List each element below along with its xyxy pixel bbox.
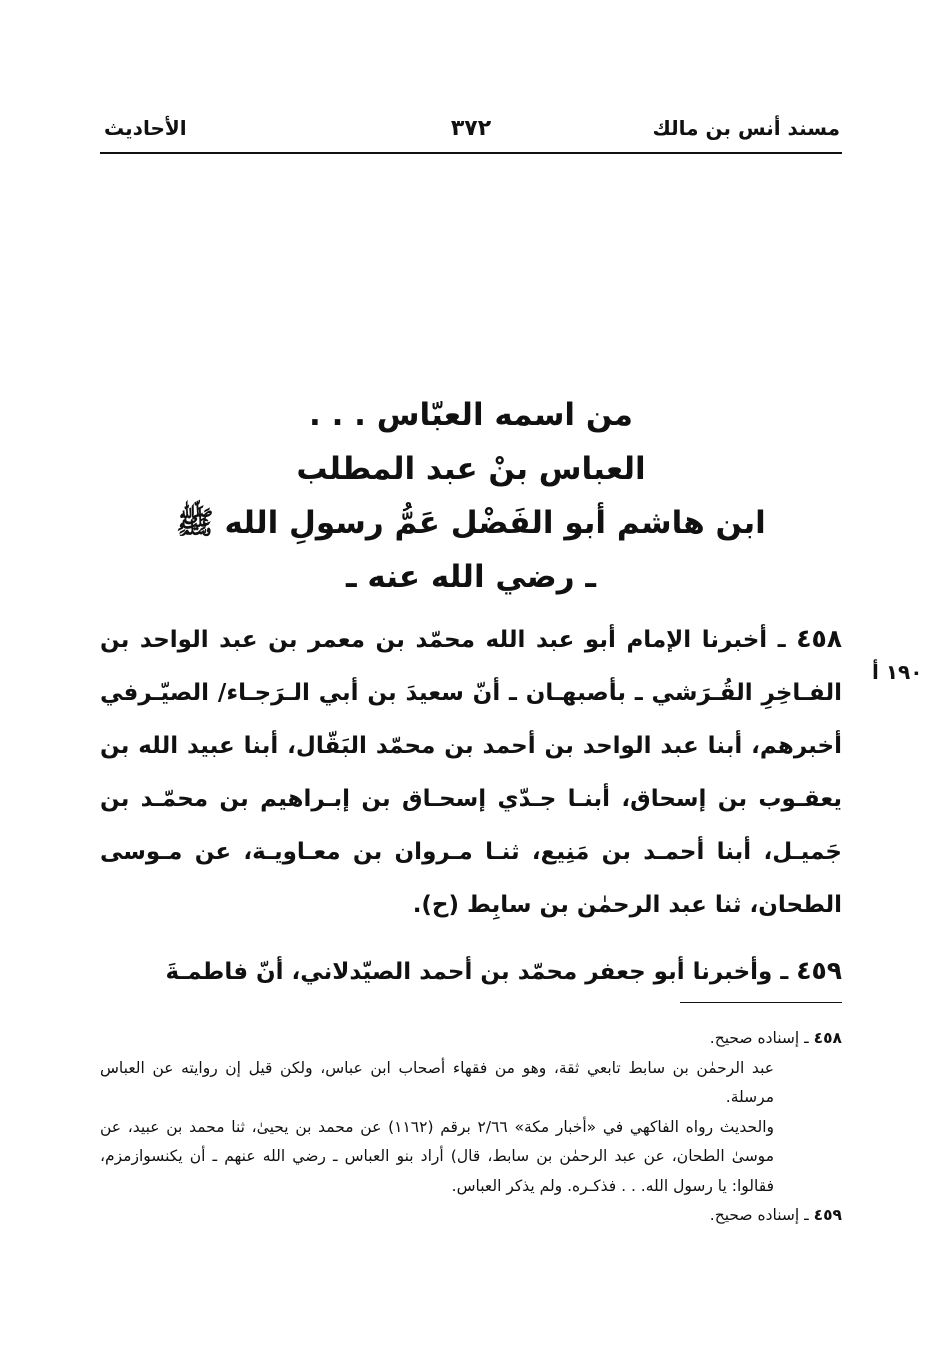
footnote-separator [680, 1002, 842, 1003]
main-text [100, 612, 842, 1011]
hadith-number: ٤٥٨ [796, 624, 842, 653]
footnote-number: ٤٥٩ [813, 1206, 842, 1224]
hadith-text: ـ أخبرنا الإمام أبو عبد الله محمّد بن معمر بن عبد الواحد بن الفـاخِرِ القُـرَشي ـ بأصبهـان ـ أنّ سعيدَ بن أبي الـرَجـاء/ الصيّـرفي أخبرهم، أبنا عبد الواحد بن أحمد بن محمّد البَقّال، أبنا عبيد الله بن يعقـوب بن إسحاق، أبنـا جـدّي إسحـاق بن إبـراهيم بن محمّـد بن جَميـل، أبنا أحمـد بن مَنِيع، ثنـا مـروان بن معـاويـة، عن مـوسى الطحان، ثنا عبد الرحمٰن بن سابِط (ح). [100, 627, 842, 918]
running-header [100, 112, 842, 154]
chapter-title-line-3: ابن هاشم أبو الفَضْل عَمُّ رسولِ الله ﷺ [176, 505, 766, 541]
footnote-text: ـ إسناده صحيح. [709, 1029, 809, 1047]
footnote-458-paragraph-2: والحديث رواه الفاكهي في «أخبار مكة» ٢/٦٦ برقم (١١٦٢) عن محمد بن يحيىٰ، ثنا محمد بن عبيد، عن موسىٰ الطحان، عن عبد الرحمٰن بن سابط، قال) أراد بنو العباس ـ رضي الله عنهم ـ أن يكنسوازمزم، فقالوا: يا رسول الله. . . فذكـره. ولم يذكر العباس. [100, 1117, 774, 1195]
chapter-title-line-2: العباس بنْ عبد المطلب [296, 451, 646, 487]
footnote-number: ٤٥٨ [813, 1029, 842, 1047]
header-book-title: مسند أنس بن مالك [652, 116, 840, 140]
chapter-title [100, 388, 842, 604]
footnote-text: ـ إسناده صحيح. [709, 1206, 809, 1224]
chapter-title-line-4: ـ رضي الله عنه ـ [346, 559, 596, 595]
hadith-458 [100, 612, 842, 932]
footnote-459-heading [100, 1201, 842, 1231]
manuscript-folio-marker: ١٩٠ أ [872, 660, 923, 684]
chapter-title-line-1: من اسمه العبّاس . . . [309, 397, 633, 433]
page-number: ٣٧٢ [450, 116, 492, 141]
hadith-text: ـ وأخبرنا أبو جعفر محمّد بن أحمد الصيّدلاني، أنّ فاطمـةَ [165, 959, 789, 985]
hadith-number: ٤٥٩ [796, 956, 842, 985]
footnote-458-heading [100, 1024, 842, 1054]
hadith-459 [100, 944, 842, 999]
header-section-title: الأحاديث [104, 116, 187, 140]
footnote-458-paragraph-1: عبد الرحمٰن بن سابط تابعي ثقة، وهو من فقهاء أصحاب ابن عباس، ولكن قيل إن روايته عن العباس مرسلة. [100, 1058, 774, 1106]
footnotes [100, 1024, 842, 1231]
